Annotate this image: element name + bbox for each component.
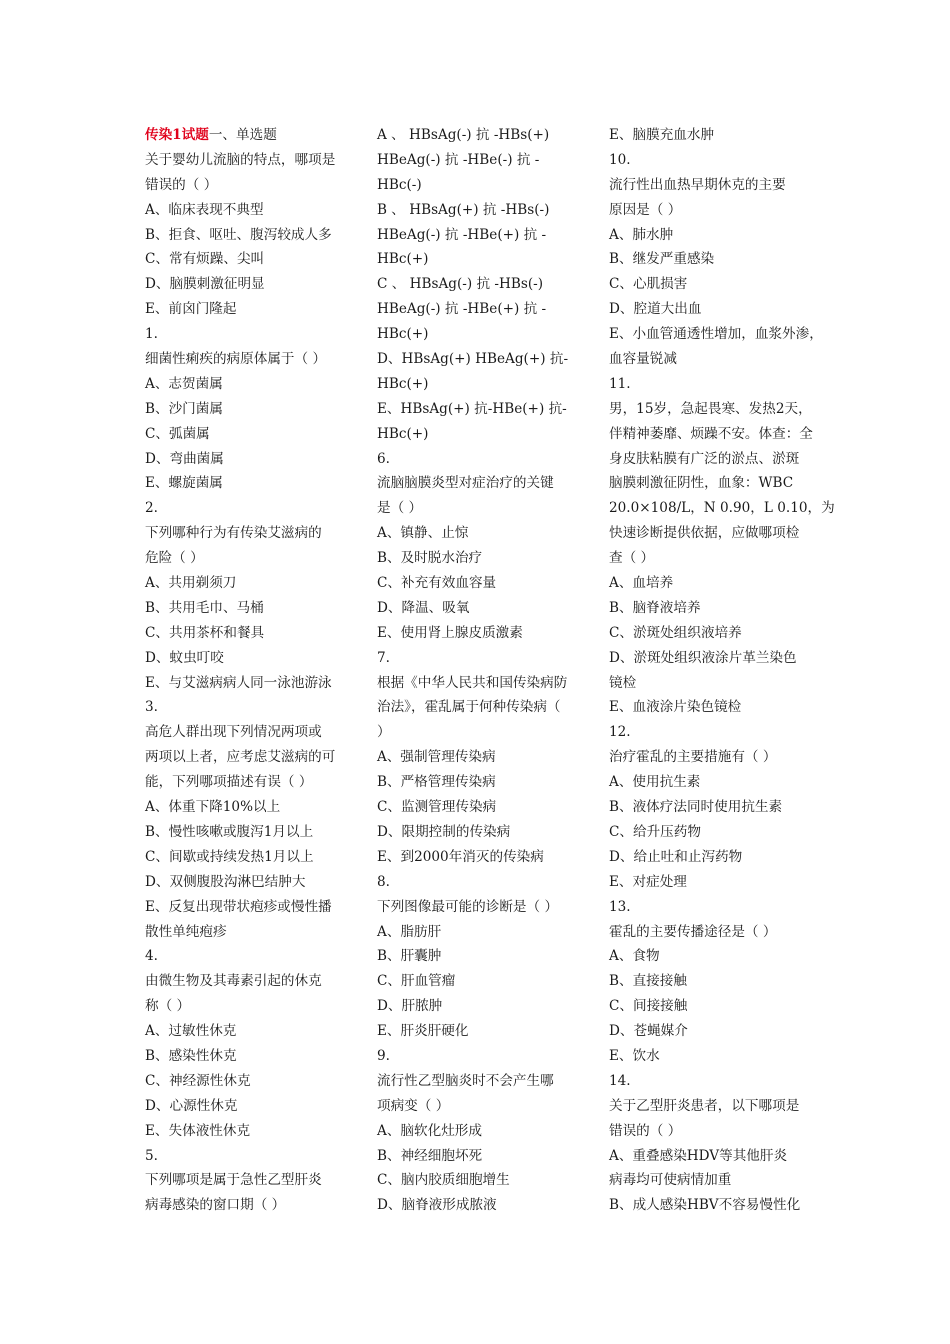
text-line: D、苍蝇媒介 xyxy=(609,1023,688,1040)
text-line: C、淤斑处组织液培养 xyxy=(609,624,742,641)
text-line: 根据《中华人民共和国传染病防 xyxy=(377,674,568,691)
text-line: B、严格管理传染病 xyxy=(377,774,496,791)
text-line: D、蚊虫叮咬 xyxy=(145,649,224,666)
text-line: 治疗霍乱的主要措施有（ ） xyxy=(609,749,777,766)
text-line: 20.0×108/L，N 0.90，L 0.10，为 xyxy=(609,500,835,517)
text-line: A、强制管理传染病 xyxy=(377,749,496,766)
text-line: A、肺水肿 xyxy=(609,226,674,243)
text-line: D、HBsAg(+) HBeAg(+) 抗- xyxy=(377,351,569,368)
text-line: 1. xyxy=(145,326,158,343)
text-line: B、继发严重感染 xyxy=(609,251,715,268)
text-line: 危险（ ） xyxy=(145,550,204,567)
text-line: B、沙门菌属 xyxy=(145,400,223,417)
text-line: 散性单纯疱疹 xyxy=(145,923,227,940)
text-line: 流行性乙型脑炎时不会产生哪 xyxy=(377,1072,554,1089)
text-line: 称（ ） xyxy=(145,998,191,1015)
text-line: A、体重下降10%以上 xyxy=(145,799,281,816)
text-line: C、共用茶杯和餐具 xyxy=(145,624,265,641)
text-line: 错误的（ ） xyxy=(145,176,218,193)
document-title: 传染1试题 xyxy=(145,127,209,143)
text-line: HBc(+) xyxy=(377,375,429,392)
text-line: E、反复出现带状疱疹或慢性播 xyxy=(145,898,332,915)
text-line: A、脂肪肝 xyxy=(377,923,442,940)
text-line: E、到2000年消灭的传染病 xyxy=(377,848,544,865)
text-line: ） xyxy=(377,724,391,741)
text-line: 14. xyxy=(609,1072,631,1089)
text-line: B、及时脱水治疗 xyxy=(377,550,483,567)
text-line: HBc(+) xyxy=(377,425,429,442)
text-line: E、小血管通透性增加，血浆外渗， xyxy=(609,326,823,343)
text-line: 查（ ） xyxy=(609,550,655,567)
text-line: A、镇静、止惊 xyxy=(377,525,469,542)
text-line: HBeAg(-) 抗 -HBe(+) 抗 - xyxy=(377,226,547,243)
text-line: 13. xyxy=(609,898,631,915)
text-line: A、志贺菌属 xyxy=(145,375,223,392)
text-line: D、弯曲菌属 xyxy=(145,450,224,467)
text-line: A、使用抗生素 xyxy=(609,774,701,791)
text-line: 4. xyxy=(145,948,158,965)
text-line: C、脑内胶质细胞增生 xyxy=(377,1172,510,1189)
text-line: A 、 HBsAg(-) 抗 -HBs(+) xyxy=(377,127,550,143)
text-line: HBc(+) xyxy=(377,251,429,268)
text-line: C、心肌损害 xyxy=(609,276,688,293)
text-line: E、血液涂片染色镜检 xyxy=(609,699,742,716)
text-line: 原因是（ ） xyxy=(609,201,682,218)
text-line: C、肝血管瘤 xyxy=(377,973,456,990)
text-line: C、间歇或持续发热1月以上 xyxy=(145,848,314,865)
text-line: D、脑膜刺激征明显 xyxy=(145,276,265,293)
text-line: 脑膜刺激征阴性，血象：WBC xyxy=(609,475,794,492)
text-line: C、补充有效血容量 xyxy=(377,575,497,592)
text-line: D、腔道大出血 xyxy=(609,301,702,318)
section-heading xyxy=(145,123,345,148)
text-line: 病毒感染的窗口期（ ） xyxy=(145,1197,286,1214)
text-line: 错误的（ ） xyxy=(609,1122,682,1139)
text-line: 8. xyxy=(377,873,390,890)
text-column-1 xyxy=(145,123,345,1218)
text-line: 7. xyxy=(377,649,390,666)
text-line: C、间接接触 xyxy=(609,998,688,1015)
text-line: B、成人感染HBV不容易慢性化 xyxy=(609,1197,801,1214)
text-line: HBeAg(-) 抗 -HBe(-) 抗 - xyxy=(377,151,540,168)
text-line: 10. xyxy=(609,151,631,168)
text-line: 镜检 xyxy=(609,674,637,691)
text-line: 项病变（ ） xyxy=(377,1097,450,1114)
text-line: 男，15岁，急起畏寒、发热2天， xyxy=(609,400,812,417)
text-line: A、脑软化灶形成 xyxy=(377,1122,482,1139)
text-line: E、肝炎肝硬化 xyxy=(377,1023,469,1040)
text-line: 关于乙型肝炎患者，以下哪项是 xyxy=(609,1097,800,1114)
text-line: 快速诊断提供依据，应做哪项检 xyxy=(609,525,800,542)
text-line: C、给升压药物 xyxy=(609,823,701,840)
text-line: B、脑脊液培养 xyxy=(609,599,701,616)
text-line: 两项以上者，应考虑艾滋病的可 xyxy=(145,749,336,766)
text-line: B、肝囊肿 xyxy=(377,948,442,965)
text-line: B、感染性休克 xyxy=(145,1047,237,1064)
text-line: B、神经细胞坏死 xyxy=(377,1147,483,1164)
text-line: C、监测管理传染病 xyxy=(377,799,497,816)
text-line: E、失体液性休克 xyxy=(145,1122,251,1139)
text-line: 下列图像最可能的诊断是（ ） xyxy=(377,898,559,915)
text-line: A、食物 xyxy=(609,948,660,965)
text-line: 血容量锐减 xyxy=(609,351,677,368)
text-line: D、淤斑处组织液涂片革兰染色 xyxy=(609,649,797,666)
text-line: 治法》，霍乱属于何种传染病（ xyxy=(377,699,561,716)
text-line: A、共用剃须刀 xyxy=(145,575,237,592)
text-line: 病毒均可使病情加重 xyxy=(609,1172,732,1189)
text-line: D、限期控制的传染病 xyxy=(377,823,511,840)
text-line: 12. xyxy=(609,724,631,741)
text-line: B、直接接触 xyxy=(609,973,687,990)
text-line: 关于婴幼儿流脑的特点，哪项是 xyxy=(145,151,336,168)
text-line: 11. xyxy=(609,375,631,392)
text-line: A、临床表现不典型 xyxy=(145,201,264,218)
text-line: B、拒食、呕吐、腹泻较成人多 xyxy=(145,226,332,243)
section-title: 一、单选题 xyxy=(208,127,277,143)
text-line: B、共用毛巾、马桶 xyxy=(145,599,264,616)
text-line: 流脑脑膜炎型对症治疗的关键 xyxy=(377,475,554,492)
text-line: HBeAg(-) 抗 -HBe(+) 抗 - xyxy=(377,301,547,318)
text-line: A、血培养 xyxy=(609,575,674,592)
text-line: B、慢性咳嗽或腹泻1月以上 xyxy=(145,823,314,840)
text-line: B 、 HBsAg(+) 抗 -HBs(-) xyxy=(377,201,550,218)
text-line: E、与艾滋病病人同一泳池游泳 xyxy=(145,674,332,691)
text-line: C、弧菌属 xyxy=(145,425,210,442)
text-line: HBc(+) xyxy=(377,326,429,343)
text-line: A、过敏性休克 xyxy=(145,1023,237,1040)
text-line: D、心源性休克 xyxy=(145,1097,238,1114)
text-line: 能，下列哪项描述有误（ ） xyxy=(145,774,313,791)
text-line: 2. xyxy=(145,500,158,517)
text-column-2 xyxy=(377,123,575,1218)
text-line: E、前囟门隆起 xyxy=(145,301,237,318)
text-line: E、饮水 xyxy=(609,1047,660,1064)
text-line: 霍乱的主要传播途径是（ ） xyxy=(609,923,777,940)
text-line: 身皮肤粘膜有广泛的淤点、淤斑 xyxy=(609,450,800,467)
text-line: 3. xyxy=(145,699,158,716)
text-line: D、脑脊液形成脓液 xyxy=(377,1197,497,1214)
text-line: E、对症处理 xyxy=(609,873,687,890)
text-line: D、双侧腹股沟淋巴结肿大 xyxy=(145,873,306,890)
text-line: 细菌性痢疾的病原体属于（ ） xyxy=(145,351,327,368)
text-line: 9. xyxy=(377,1047,390,1064)
text-line: 下列哪项是属于急性乙型肝炎 xyxy=(145,1172,322,1189)
text-line: E、脑膜充血水肿 xyxy=(609,127,715,143)
text-line: A、重叠感染HDV等其他肝炎 xyxy=(609,1147,788,1164)
text-line: E、HBsAg(+) 抗-HBe(+) 抗- xyxy=(377,400,567,417)
text-line: 伴精神萎靡、烦躁不安。体查：全 xyxy=(609,425,813,442)
text-line: D、肝脓肿 xyxy=(377,998,443,1015)
text-line: E、使用肾上腺皮质激素 xyxy=(377,624,523,641)
text-line: 高危人群出现下列情况两项或 xyxy=(145,724,322,741)
text-line: 流行性出血热早期休克的主要 xyxy=(609,176,786,193)
text-line: C 、 HBsAg(-) 抗 -HBs(-) xyxy=(377,276,544,293)
text-column-3 xyxy=(609,123,835,1218)
text-line: 下列哪种行为有传染艾滋病的 xyxy=(145,525,322,542)
text-line: HBc(-) xyxy=(377,176,422,193)
text-line: 是（ ） xyxy=(377,500,423,517)
text-line: C、常有烦躁、尖叫 xyxy=(145,251,265,268)
text-line: D、给止吐和止泻药物 xyxy=(609,848,743,865)
text-line: C、神经源性休克 xyxy=(145,1072,251,1089)
text-line: E、螺旋菌属 xyxy=(145,475,223,492)
text-line: 由微生物及其毒素引起的休克 xyxy=(145,973,322,990)
text-line: 6. xyxy=(377,450,390,467)
text-line: 5. xyxy=(145,1147,158,1164)
text-line: D、降温、吸氧 xyxy=(377,599,470,616)
text-line: B、液体疗法同时使用抗生素 xyxy=(609,799,783,816)
